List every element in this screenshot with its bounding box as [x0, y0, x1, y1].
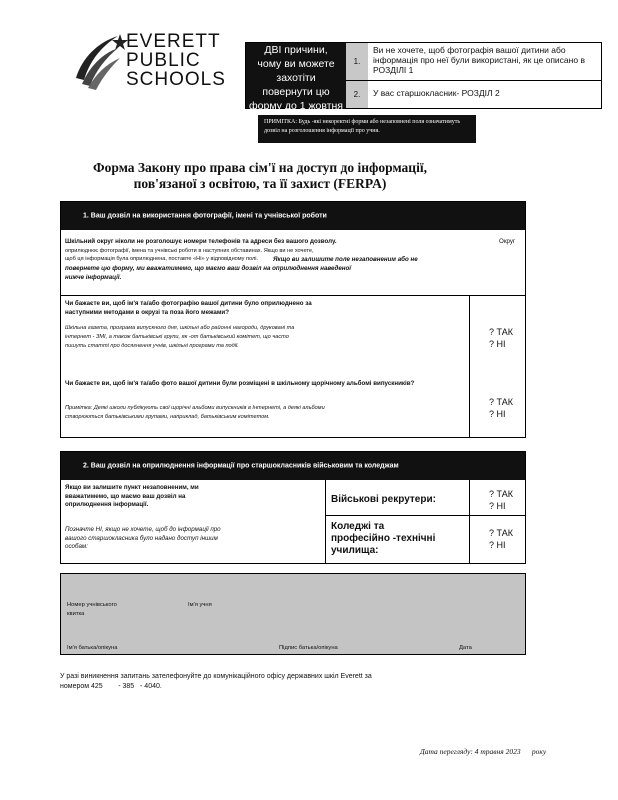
footer-line: номером 425 - 385 - 4040.: [60, 683, 162, 690]
section-2-heading-text: 2. Ваш дозвіл на оприлюднення інформації про старшокласників військовим та коледжам: [83, 462, 399, 470]
reason-text: Ви не хочете, щоб фотографія вашої дитини або інформація про неї були використані, як це описано в РОЗДІЛІ 1: [373, 45, 585, 75]
reasons-heading-line: чому ви можете: [257, 58, 335, 70]
note: ПРИМІТКА: Будь -які некоректні форми або незаповнені поля означатимуть дозвіл на розголошення інформації про учня.: [258, 115, 476, 143]
military-yes-checkbox[interactable]: ? ТАК: [489, 489, 513, 499]
college-no-checkbox[interactable]: ? НІ: [489, 540, 506, 550]
q1-no-checkbox[interactable]: ? НІ: [489, 339, 506, 349]
title-line: Форма Закону про права сім'ї на доступ до інформації,: [93, 160, 427, 175]
reason-text: У вас старшокласник- РОЗДІЛ 2: [373, 88, 500, 98]
reasons-heading-line: ДВІ причини,: [264, 44, 328, 56]
college-label: Коледжі та: [331, 521, 385, 532]
student-name-label: Ім'я учня: [188, 602, 212, 608]
student-number-label: квитка: [67, 611, 85, 617]
footer: [60, 672, 390, 692]
section-1-heading: [61, 202, 525, 230]
military-no-checkbox[interactable]: ? НІ: [489, 501, 506, 511]
college-label: училища:: [331, 545, 379, 556]
question-1: Чи бажаєте ви, щоб ім'я та/або фотографію вашої дитини було оприлюднено за наступними методами в окрузі та поза його межами?: [65, 300, 312, 316]
date-label: Дата: [459, 645, 472, 651]
logo-line-2: PUBLIC: [126, 50, 201, 71]
college-yes-checkbox[interactable]: ? ТАК: [489, 528, 513, 538]
section-2-warning: Якщо ви залишите пункт незаповненим, ми вважатимемо, що маємо ваш дозвіл на оприлюднення інформації.: [65, 484, 199, 508]
section-1-heading-text: 1. Ваш дозвіл на використання фотографії, імені та учнівської роботи: [83, 212, 327, 220]
reasons-heading: [246, 43, 346, 112]
reasons-heading-line: форму до 1 жовтня: [249, 100, 343, 112]
intro-warning: Якщо ви залишите поле незаповненим або не: [273, 256, 418, 263]
intro-bold: Шкільний округ ніколи не розголошує номери телефонів та адреси без вашого дозволу.: [65, 238, 337, 245]
military-label: Військові рекрутери:: [331, 494, 436, 505]
logo: [72, 28, 232, 98]
reasons-heading-line: повернути цю: [262, 86, 330, 98]
question-1-detail: Шкільна газета, програма випускного дня, шкільні або районні нагороди, друковані та: [65, 325, 295, 331]
signature-block: [60, 573, 526, 655]
parent-signature-label: Підпис батька/опікуна: [279, 645, 338, 651]
intro-warning: нижче інформації.: [65, 274, 122, 281]
parent-name-label: Ім'я батька/опікуна: [67, 645, 118, 651]
college-label: професійно -технічні: [331, 533, 436, 544]
question-1-detail: пишуть статті про досягнення учнів, шкільні програми та події.: [65, 343, 239, 349]
q1-yes-checkbox[interactable]: ? ТАК: [489, 327, 513, 337]
q2-no-checkbox[interactable]: ? НІ: [489, 409, 506, 419]
reason-number: 1.: [346, 43, 368, 81]
student-number-label: Номер учнівського: [67, 602, 117, 608]
page-title: [60, 160, 460, 192]
revision-date: Дата перегляду: 4 травня 2023 року: [420, 747, 547, 756]
logo-line-3: SCHOOLS: [126, 69, 226, 90]
reasons-box: [245, 42, 602, 112]
intro-text: оприлюднює фотографії, імена та учнівські роботи в наступних обставинах. Якщо ви не хочете, щоб ця інформація була оприлюднена, поставте «Ні» у відповідному полі.: [65, 248, 314, 262]
question-1-detail: інтернет - ЗМІ, а також батьківські групи, як -от батьківський комітет, що часто: [65, 334, 289, 340]
q2-yes-checkbox[interactable]: ? ТАК: [489, 397, 513, 407]
swoosh-star-icon: [72, 28, 130, 98]
title-line: пов'язаної з освітою, та її захист (FERPA): [133, 176, 387, 191]
intro-warning: повернете цю форму, ми вважатимемо, що маємо ваш дозвіл на оприлюднення наведеної: [65, 265, 352, 272]
intro-right: Округ: [499, 238, 516, 245]
footer-line: У разі виникнення запитань зателефонуйте до комунікаційного офісу державних шкіл Everett за: [60, 673, 372, 680]
section-2-hint: Позначте НІ, якщо не хочете, щоб до інформації про вашого старшокласника було надано доступ іншим особам:: [65, 526, 221, 550]
question-2: Чи бажаєте ви, щоб ім'я та/або фото вашої дитини були розміщені в шкільному щорічному альбомі випускників?: [65, 380, 415, 387]
question-2-detail: Примітка: Деякі школи публікують свої щорічні альбоми випускників в Інтернеті, а деякі альбоми створюються батьківськими групами, наприклад, батьківським комітетом.: [65, 405, 325, 420]
section-2: [60, 451, 526, 564]
reasons-heading-line: захотіти: [276, 72, 316, 84]
section-2-heading: [61, 452, 525, 480]
section-1: [60, 201, 526, 438]
logo-line-1: EVERETT: [126, 31, 221, 52]
reason-number: 2.: [346, 81, 368, 108]
